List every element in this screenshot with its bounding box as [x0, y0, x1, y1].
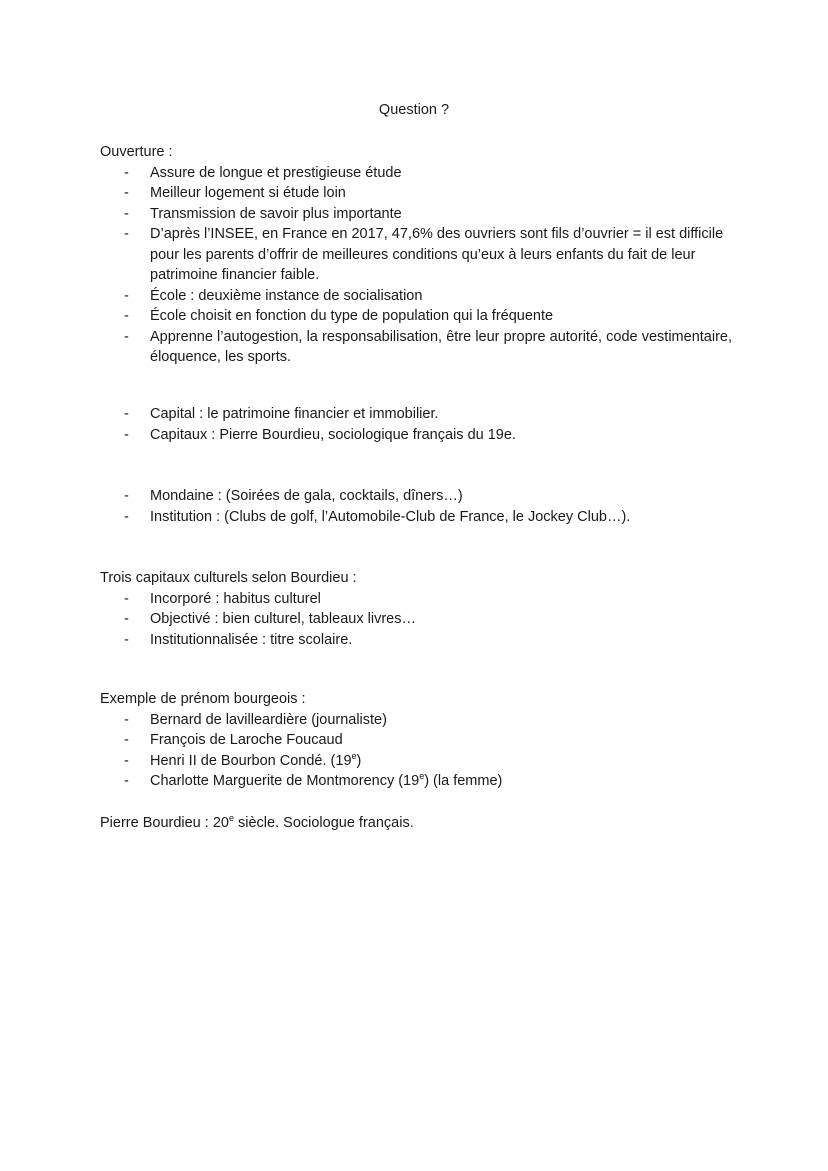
list-item-text: École : deuxième instance de socialisation	[150, 287, 423, 304]
list-item-text: Capitaux : Pierre Bourdieu, sociologique français du 19e.	[150, 426, 516, 443]
list-item-text: Institutionnalisée : titre scolaire.	[150, 631, 353, 648]
list-item-text: François de Laroche Foucaud	[150, 732, 343, 748]
list-item	[100, 771, 732, 792]
list-item	[100, 609, 732, 630]
text-segment: ) (la femme)	[424, 773, 503, 789]
list-item	[100, 327, 732, 368]
dash-bullet: -	[124, 287, 129, 304]
list-item	[100, 486, 732, 507]
list-item	[100, 163, 732, 184]
bullet-list	[100, 163, 732, 368]
section-capital	[100, 404, 732, 445]
list-item-text: Apprenne l’autogestion, la responsabilisation, être leur propre autorité, code vestimentaire, éloquence, les sports.	[150, 328, 732, 365]
dash-bullet: -	[124, 426, 129, 443]
dash-bullet: -	[124, 590, 129, 607]
superscript: e	[351, 750, 357, 761]
section-sociabilite	[100, 486, 732, 527]
list-item-text: Institution : (Clubs de golf, l’Automobile-Club de France, le Jockey Club…).	[150, 508, 631, 525]
list-item-text: Assure de longue et prestigieuse étude	[150, 164, 402, 181]
closing-note	[100, 813, 732, 834]
bullet-list	[100, 710, 732, 792]
section-heading: Trois capitaux culturels selon Bourdieu :	[100, 570, 357, 586]
bullet-list	[100, 589, 732, 651]
list-item-text	[150, 751, 732, 772]
list-item	[100, 730, 732, 751]
list-item-text: Transmission de savoir plus importante	[150, 205, 402, 222]
dash-bullet: -	[124, 508, 129, 525]
text-segment: Charlotte Marguerite de Montmorency (19	[150, 773, 420, 789]
list-item	[100, 404, 732, 425]
dash-bullet: -	[124, 406, 129, 422]
dash-bullet: -	[124, 205, 129, 222]
dash-bullet: -	[124, 732, 129, 748]
text-segment: Pierre Bourdieu : 20	[100, 815, 229, 831]
list-item-text	[150, 771, 732, 792]
dash-bullet: -	[124, 752, 129, 769]
section-prenoms	[100, 689, 732, 792]
dash-bullet: -	[124, 185, 129, 201]
dash-bullet: -	[124, 308, 129, 324]
superscript: e	[228, 813, 234, 824]
superscript: e	[419, 771, 425, 782]
bullet-list	[100, 486, 732, 527]
bullet-list	[100, 404, 732, 445]
dash-bullet: -	[124, 488, 129, 504]
dash-bullet: -	[124, 711, 129, 728]
section-heading: Exemple de prénom bourgeois :	[100, 691, 306, 707]
list-item	[100, 224, 732, 286]
list-item	[100, 204, 732, 225]
list-item	[100, 710, 732, 731]
list-item-text: Meilleur logement si étude loin	[150, 185, 346, 201]
list-item	[100, 630, 732, 651]
list-item	[100, 425, 732, 446]
dash-bullet: -	[124, 164, 129, 181]
text-segment: Henri II de Bourbon Condé. (19	[150, 752, 352, 769]
list-item	[100, 589, 732, 610]
dash-bullet: -	[124, 773, 129, 789]
text-segment: )	[356, 752, 362, 769]
list-item	[100, 286, 732, 307]
section-capitaux-culturels	[100, 568, 732, 650]
page-title: Question ?	[378, 102, 450, 118]
list-item	[100, 751, 732, 772]
list-item	[100, 507, 732, 528]
list-item	[100, 183, 732, 204]
text-segment: siècle. Sociologue français.	[233, 815, 414, 831]
list-item-text: D’après l’INSEE, en France en 2017, 47,6% des ouvriers sont fils d’ouvrier = il est difficile pour les parents d’offrir de meilleures conditions qu’eux à leurs enfants du fait de leur patrimoine financier faible.	[150, 226, 724, 283]
list-item-text: Capital : le patrimoine financier et immobilier.	[150, 406, 439, 422]
dash-bullet: -	[124, 631, 129, 648]
closing-note-text	[100, 813, 732, 834]
section-heading: Ouverture :	[100, 144, 173, 160]
section-ouverture	[100, 142, 732, 368]
dash-bullet: -	[124, 226, 129, 242]
list-item-text: Incorporé : habitus culturel	[150, 590, 321, 607]
list-item-text: Bernard de lavilleardière (journaliste)	[150, 711, 387, 728]
list-item	[100, 306, 732, 327]
list-item-text: École choisit en fonction du type de population qui la fréquente	[150, 308, 554, 324]
list-item-text: Objectivé : bien culturel, tableaux livres…	[150, 611, 416, 627]
dash-bullet: -	[124, 611, 129, 627]
list-item-text: Mondaine : (Soirées de gala, cocktails, dîners…)	[150, 488, 463, 504]
dash-bullet: -	[124, 328, 129, 345]
